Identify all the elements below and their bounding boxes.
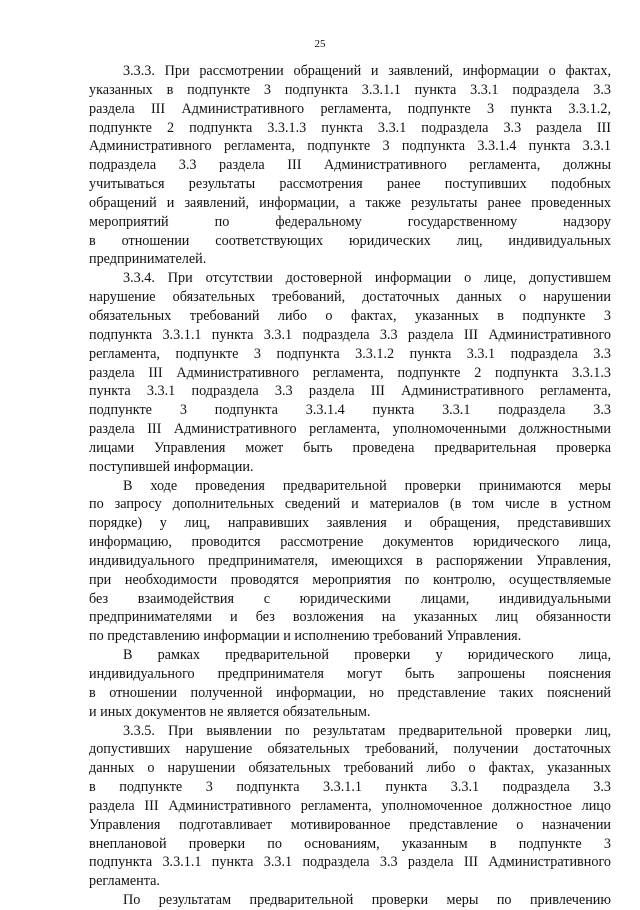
text-line: индивидуального предпринимателя, имеющихся в распоряжении Управления,: [89, 552, 611, 569]
text-line: данных о нарушении обязательных требований либо о фактах, указанных: [89, 760, 611, 777]
text-line: и иных документов не является обязательным.: [89, 703, 371, 720]
text-line: подпункта 3.3.1.1 пункта 3.3.1 подраздела 3.3 раздела III Административного: [89, 854, 611, 871]
text-line: Управления подготавливает мотивированное представление о назначении: [89, 816, 611, 833]
text-line: подпункта 3.3.1.1 пункта 3.3.1 подраздела 3.3 раздела III Административного: [89, 326, 611, 343]
text-line: информацию, проводится рассмотрение документов юридического лица,: [89, 534, 611, 551]
text-line: указанных в подпункте 3 подпункта 3.3.1.1 пункта 3.3.1 подраздела 3.3: [89, 81, 611, 98]
text-line: предпринимателей.: [89, 251, 207, 268]
paragraph: [89, 269, 611, 476]
text-line: пункта 3.3.1 подраздела 3.3 раздела III Административного регламента,: [89, 383, 611, 400]
text-line: раздела III Административного регламента, подпункте 3 пункта 3.3.1.2,: [89, 100, 611, 117]
paragraph: [89, 891, 611, 910]
text-line: обращений и заявлений, информации, а также результаты ранее проведенных: [89, 194, 611, 211]
text-line: По результатам предварительной проверки меры по привлечению: [123, 892, 611, 909]
text-line: поступившей информации.: [89, 458, 254, 475]
text-line: раздела III Административного регламента, уполномоченное должностное лицо: [89, 797, 611, 814]
text-line: В рамках предварительной проверки у юридического лица,: [123, 647, 611, 664]
text-line: при необходимости проводятся мероприятия по контролю, осуществляемые: [89, 571, 611, 588]
text-line: внеплановой проверки по основаниям, указанным в подпункте 3: [89, 835, 611, 852]
text-line: в отношении полученной информации, но представление таких пояснений: [89, 684, 611, 701]
paragraph: [89, 62, 611, 269]
text-line: В ходе проведения предварительной проверки принимаются меры: [123, 477, 611, 494]
paragraph: [89, 646, 611, 721]
text-line: в отношении соответствующих юридических лиц, индивидуальных: [89, 232, 611, 249]
text-line: подраздела 3.3 раздела III Административного регламента, должны: [89, 157, 611, 174]
text-line: в подпункте 3 подпункта 3.3.1.1 пункта 3.3.1 подраздела 3.3: [89, 779, 611, 796]
text-line: учитываться результаты рассмотрения ранее поступивших подобных: [89, 176, 611, 193]
page-number: 25: [314, 38, 326, 50]
text-line: обязательных требований либо о фактах, указанных в подпункте 3: [89, 307, 611, 324]
paragraph: [89, 722, 611, 892]
text-line: порядке) у лиц, направивших заявления и обращения, представивших: [89, 515, 611, 532]
document-body: [89, 62, 611, 910]
text-line: регламента.: [89, 873, 160, 890]
text-line: подпункте 2 подпункта 3.3.1.3 пункта 3.3.1 подраздела 3.3 раздела III: [89, 119, 611, 136]
text-line: раздела III Административного регламента, уполномоченными должностными: [89, 421, 611, 438]
text-line: мероприятий по федеральному государственному надзору: [89, 213, 611, 230]
text-line: предпринимателями и без возложения на указанных лиц обязанности: [89, 609, 611, 626]
text-line: по запросу дополнительных сведений и материалов (в том числе в устном: [89, 496, 611, 513]
text-line: допустивших нарушение обязательных требований, получении достаточных: [89, 741, 611, 758]
text-line: по представлению информации и исполнению требований Управления.: [89, 628, 522, 645]
text-line: 3.3.5. При выявлении по результатам предварительной проверки лиц,: [123, 722, 611, 739]
text-line: 3.3.3. При рассмотрении обращений и заявлений, информации о фактах,: [123, 63, 611, 79]
text-line: подпункте 3 подпункта 3.3.1.4 пункта 3.3.1 подраздела 3.3: [89, 402, 611, 419]
text-line: 3.3.4. При отсутствии достоверной информации о лице, допустившем: [123, 270, 611, 287]
text-line: без взаимодействия с юридическими лицами, индивидуальными: [89, 590, 611, 607]
paragraph: [89, 477, 611, 647]
text-line: Административного регламента, подпункте 3 подпункта 3.3.1.4 пункта 3.3.1: [89, 138, 611, 155]
text-line: раздела III Административного регламента, подпункте 2 подпункта 3.3.1.3: [89, 364, 611, 381]
text-line: лицами Управления может быть проведена предварительная проверка: [89, 439, 611, 456]
text-line: индивидуального предпринимателя могут быть запрошены пояснения: [89, 666, 611, 682]
text-line: нарушение обязательных требований, достаточных данных о нарушении: [89, 289, 611, 306]
text-line: регламента, подпункте 3 подпункта 3.3.1.2 пункта 3.3.1 подраздела 3.3: [89, 345, 611, 362]
